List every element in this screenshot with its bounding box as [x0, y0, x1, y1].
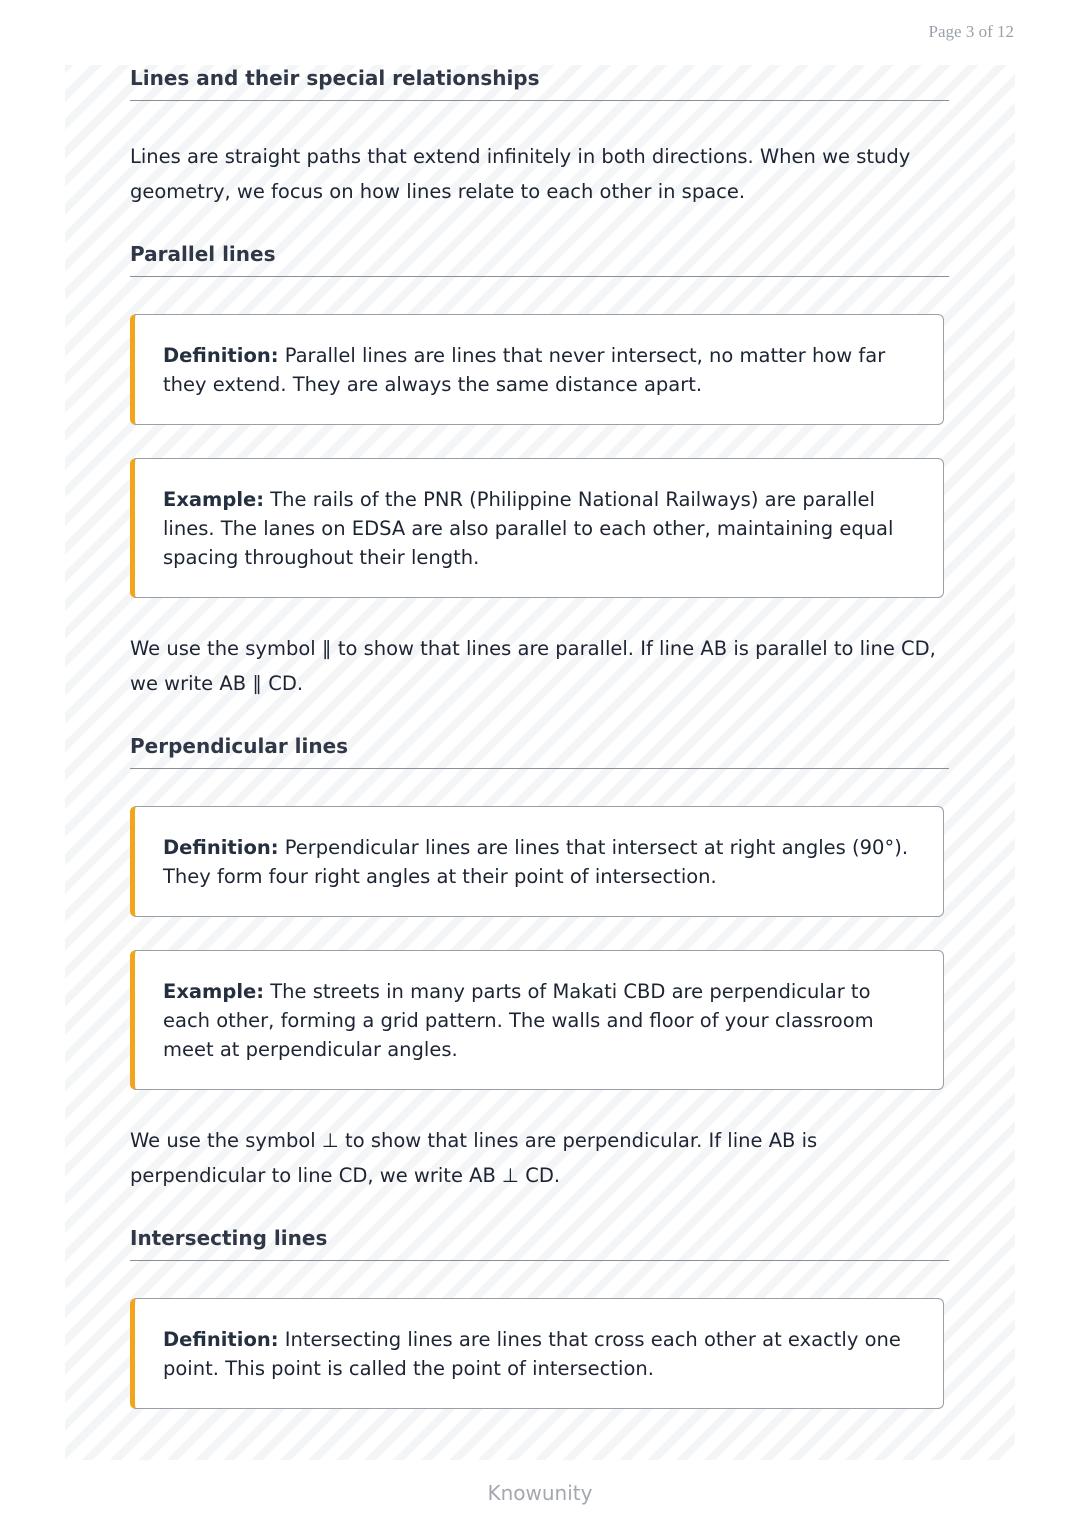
- intersecting-definition-box: [130, 1298, 944, 1409]
- footer-brand: Knowunity: [487, 1481, 593, 1505]
- parallel-definition-box: [130, 314, 944, 425]
- definition-label: Definition:: [163, 1328, 279, 1351]
- intersecting-heading: Intersecting lines: [130, 1226, 949, 1261]
- definition-label: Definition:: [163, 344, 279, 367]
- definition-label: Definition:: [163, 836, 279, 859]
- example-label: Example:: [163, 488, 265, 511]
- perpendicular-example-box: [130, 950, 944, 1090]
- parallel-heading: Parallel lines: [130, 242, 949, 277]
- perpendicular-symbol-note: We use the symbol ⊥ to show that lines are perpendicular. If line AB is perpendicular to line CD, we write AB ⊥ CD.: [130, 1129, 818, 1187]
- section-title: Lines and their special relationships: [130, 66, 949, 101]
- perpendicular-heading: Perpendicular lines: [130, 734, 949, 769]
- definition-text: Intersecting lines are lines that cross each other at exactly one point. This point is called the point of intersection.: [163, 1328, 901, 1380]
- parallel-example-box: [130, 458, 944, 598]
- definition-text: Perpendicular lines are lines that intersect at right angles (90°). They form four right angles at their point of intersection.: [163, 836, 909, 888]
- page-indicator: Page 3 of 12: [928, 22, 1014, 41]
- example-text: The rails of the PNR (Philippine National Railways) are parallel lines. The lanes on EDSA are also parallel to each other, maintaining equal spacing throughout their length.: [163, 488, 894, 569]
- definition-text: Parallel lines are lines that never intersect, no matter how far they extend. They are always the same distance apart.: [163, 344, 886, 396]
- example-text: The streets in many parts of Makati CBD are perpendicular to each other, forming a grid pattern. The walls and floor of your classroom meet at perpendicular angles.: [163, 980, 874, 1061]
- intro-paragraph: Lines are straight paths that extend infinitely in both directions. When we study geometry, we focus on how lines relate to each other in space.: [130, 145, 911, 203]
- perpendicular-definition-box: [130, 806, 944, 917]
- parallel-symbol-note: We use the symbol ∥ to show that lines are parallel. If line AB is parallel to line CD, we write AB ∥ CD.: [130, 637, 936, 695]
- example-label: Example:: [163, 980, 265, 1003]
